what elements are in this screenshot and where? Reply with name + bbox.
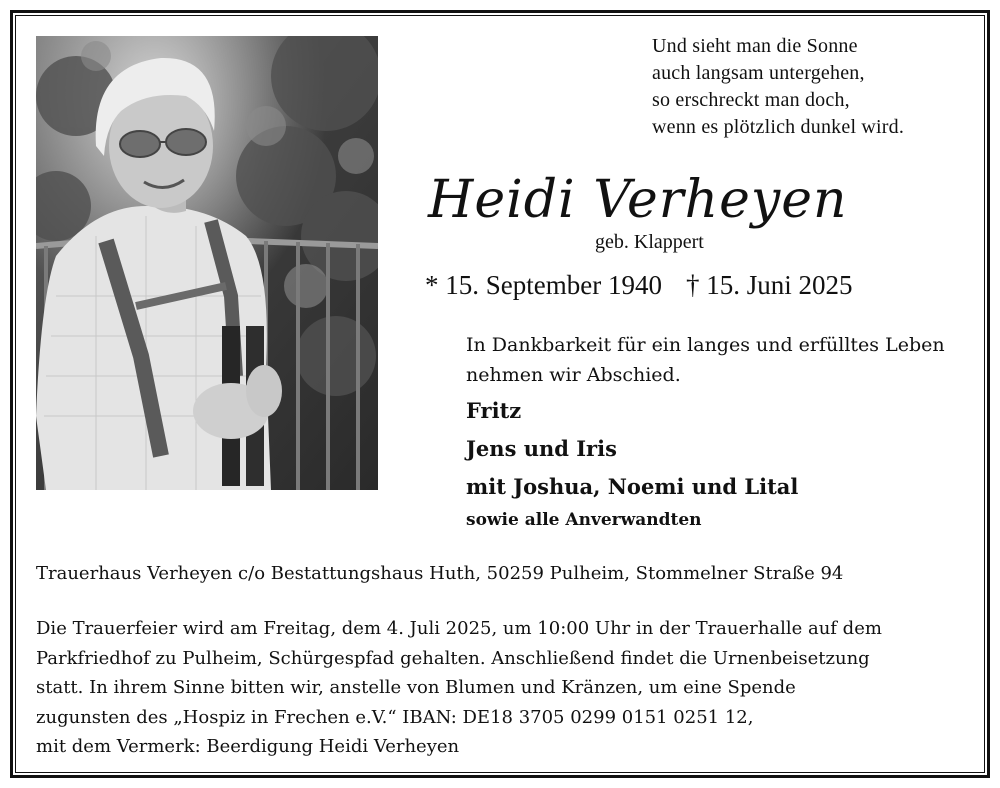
funeral-line: zugunsten des „Hospiz in Frechen e.V.“ IBAN: DE18 3705 0299 0151 0251 12, xyxy=(36,706,754,728)
thanks-line: nehmen wir Abschied. xyxy=(466,364,681,386)
mourning-address: Trauerhaus Verheyen c/o Bestattungshaus Huth, 50259 Pulheim, Stommelner Straße 94 xyxy=(36,563,844,584)
thanks-line: In Dankbarkeit für ein langes und erfülltes Leben xyxy=(466,334,945,356)
poem-line: Und sieht man die Sonne xyxy=(652,35,858,57)
death-date: † 15. Juni 2025 xyxy=(685,270,853,300)
birth-date: * 15. September 1940 xyxy=(425,270,662,300)
family-member: mit Joshua, Noemi und Lital xyxy=(466,474,799,499)
portrait-photo xyxy=(36,36,378,490)
poem-line: so erschreckt man doch, xyxy=(652,89,850,111)
family-list xyxy=(466,392,798,506)
family-member: Fritz xyxy=(466,398,522,423)
life-dates xyxy=(425,270,852,301)
poem xyxy=(652,33,982,141)
thanks-text xyxy=(466,330,986,390)
funeral-details xyxy=(36,614,976,762)
maiden-name: geb. Klappert xyxy=(595,231,704,253)
funeral-line: mit dem Vermerk: Beerdigung Heidi Verheyen xyxy=(36,736,460,757)
relatives-line: sowie alle Anverwandten xyxy=(466,510,702,530)
poem-line: wenn es plötzlich dunkel wird. xyxy=(652,116,905,138)
funeral-line: Parkfriedhof zu Pulheim, Schürgespfad gehalten. Anschließend findet die Urnenbeisetzung xyxy=(36,647,870,669)
funeral-line: Die Trauerfeier wird am Freitag, dem 4. Juli 2025, um 10:00 Uhr in der Trauerhalle auf dem xyxy=(36,618,882,639)
poem-line: auch langsam untergehen, xyxy=(652,62,865,84)
family-member: Jens und Iris xyxy=(466,436,617,461)
deceased-name: Heidi Verheyen xyxy=(428,170,848,230)
funeral-line: statt. In ihrem Sinne bitten wir, anstelle von Blumen und Kränzen, um eine Spende xyxy=(36,677,796,698)
